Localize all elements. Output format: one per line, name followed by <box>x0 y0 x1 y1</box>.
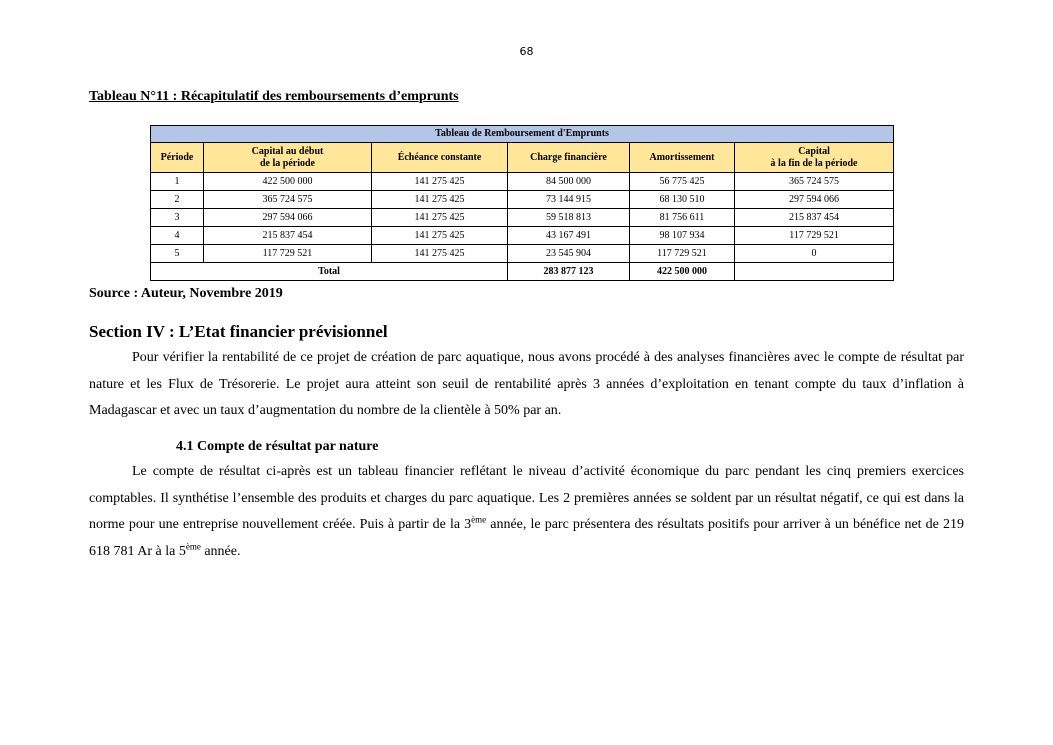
total-label: Total <box>151 263 508 281</box>
cell-capital-debut: 297 594 066 <box>204 209 372 227</box>
paragraph-intro: Pour vérifier la rentabilité de ce projet de création de parc aquatique, nous avons procédé à des analyses financières avec le compte de résultat par nature et les Flux de Trésorerie. Le projet aura atteint son seuil de rentabilité après 3 années d’exploitation en tenant compte du taux d’inflation à Madagascar et avec un taux d’augmentation du nombre de la clientèle à 50% par an. <box>89 350 964 418</box>
paragraph-part3: année. <box>200 543 241 559</box>
header-echeance: Échéance constante <box>372 143 508 173</box>
table-row <box>151 227 894 245</box>
cell-amortissement: 56 775 425 <box>630 173 735 191</box>
cell-periode: 1 <box>151 173 204 191</box>
table-row <box>151 245 894 263</box>
cell-amortissement: 98 107 934 <box>630 227 735 245</box>
cell-capital-fin: 365 724 575 <box>735 173 894 191</box>
header-amortissement: Amortissement <box>630 143 735 173</box>
cell-capital-debut: 215 837 454 <box>204 227 372 245</box>
cell-capital-debut: 365 724 575 <box>204 191 372 209</box>
cell-capital-fin: 215 837 454 <box>735 209 894 227</box>
total-amortissement: 422 500 000 <box>630 263 735 281</box>
superscript-eme-1: ème <box>471 514 487 525</box>
table-caption: Tableau N°11 : Récapitulatif des remboursements d’emprunts <box>89 89 459 104</box>
table-title: Tableau de Remboursement d'Emprunts <box>151 126 894 143</box>
cell-charge: 73 144 915 <box>508 191 630 209</box>
header-charge: Charge financière <box>508 143 630 173</box>
cell-charge: 43 167 491 <box>508 227 630 245</box>
header-capital-fin <box>735 143 894 173</box>
table-row <box>151 173 894 191</box>
table-row <box>151 191 894 209</box>
cell-capital-fin: 0 <box>735 245 894 263</box>
cell-capital-fin: 297 594 066 <box>735 191 894 209</box>
header-capital-debut-line1: Capital au début <box>251 145 324 157</box>
page-number: 68 <box>519 45 534 58</box>
cell-capital-debut: 422 500 000 <box>204 173 372 191</box>
header-capital-debut-line2: de la période <box>260 157 315 169</box>
table-row <box>151 209 894 227</box>
cell-echeance: 141 275 425 <box>372 227 508 245</box>
cell-echeance: 141 275 425 <box>372 209 508 227</box>
paragraph-compte-resultat <box>89 459 964 565</box>
cell-amortissement: 81 756 611 <box>630 209 735 227</box>
cell-echeance: 141 275 425 <box>372 173 508 191</box>
cell-charge: 59 518 813 <box>508 209 630 227</box>
source-note: Source : Auteur, Novembre 2019 <box>89 286 283 301</box>
header-periode: Période <box>151 143 204 173</box>
cell-periode: 4 <box>151 227 204 245</box>
cell-charge: 84 500 000 <box>508 173 630 191</box>
cell-amortissement: 117 729 521 <box>630 245 735 263</box>
total-row <box>151 263 894 281</box>
paragraph-part1: Le compte de résultat ci-après est un tableau financier reflétant le niveau d’activité économique du parc pendant les cinq premiers exercices comptables. Il synthétise l’ensemble des produits et charges du parc aquatique. Les 2 premières années se soldent par un résultat négatif, ce qui est dans la norme pour une entreprise nouvellement créée. Puis à partir de la 3 <box>89 464 964 532</box>
cell-periode: 2 <box>151 191 204 209</box>
paragraph-part2: année, le parc présentera des résultats positifs pour arriver à un bénéfice net de 219 618 781 Ar à la 5 <box>89 517 964 559</box>
cell-charge: 23 545 904 <box>508 245 630 263</box>
total-empty-cell <box>735 263 894 281</box>
header-capital-fin-line2: à la fin de la période <box>770 157 858 169</box>
cell-echeance: 141 275 425 <box>372 191 508 209</box>
cell-periode: 5 <box>151 245 204 263</box>
cell-echeance: 141 275 425 <box>372 245 508 263</box>
subsection-heading: 4.1 Compte de résultat par nature <box>176 439 379 454</box>
header-capital-fin-line1: Capital <box>798 145 830 157</box>
cell-periode: 3 <box>151 209 204 227</box>
section-heading: Section IV : L’Etat financier prévisionnel <box>89 322 388 341</box>
total-charge: 283 877 123 <box>508 263 630 281</box>
cell-amortissement: 68 130 510 <box>630 191 735 209</box>
repayment-table <box>150 125 894 281</box>
superscript-eme-2: ème <box>185 540 201 551</box>
cell-capital-debut: 117 729 521 <box>204 245 372 263</box>
cell-capital-fin: 117 729 521 <box>735 227 894 245</box>
header-capital-debut <box>204 143 372 173</box>
